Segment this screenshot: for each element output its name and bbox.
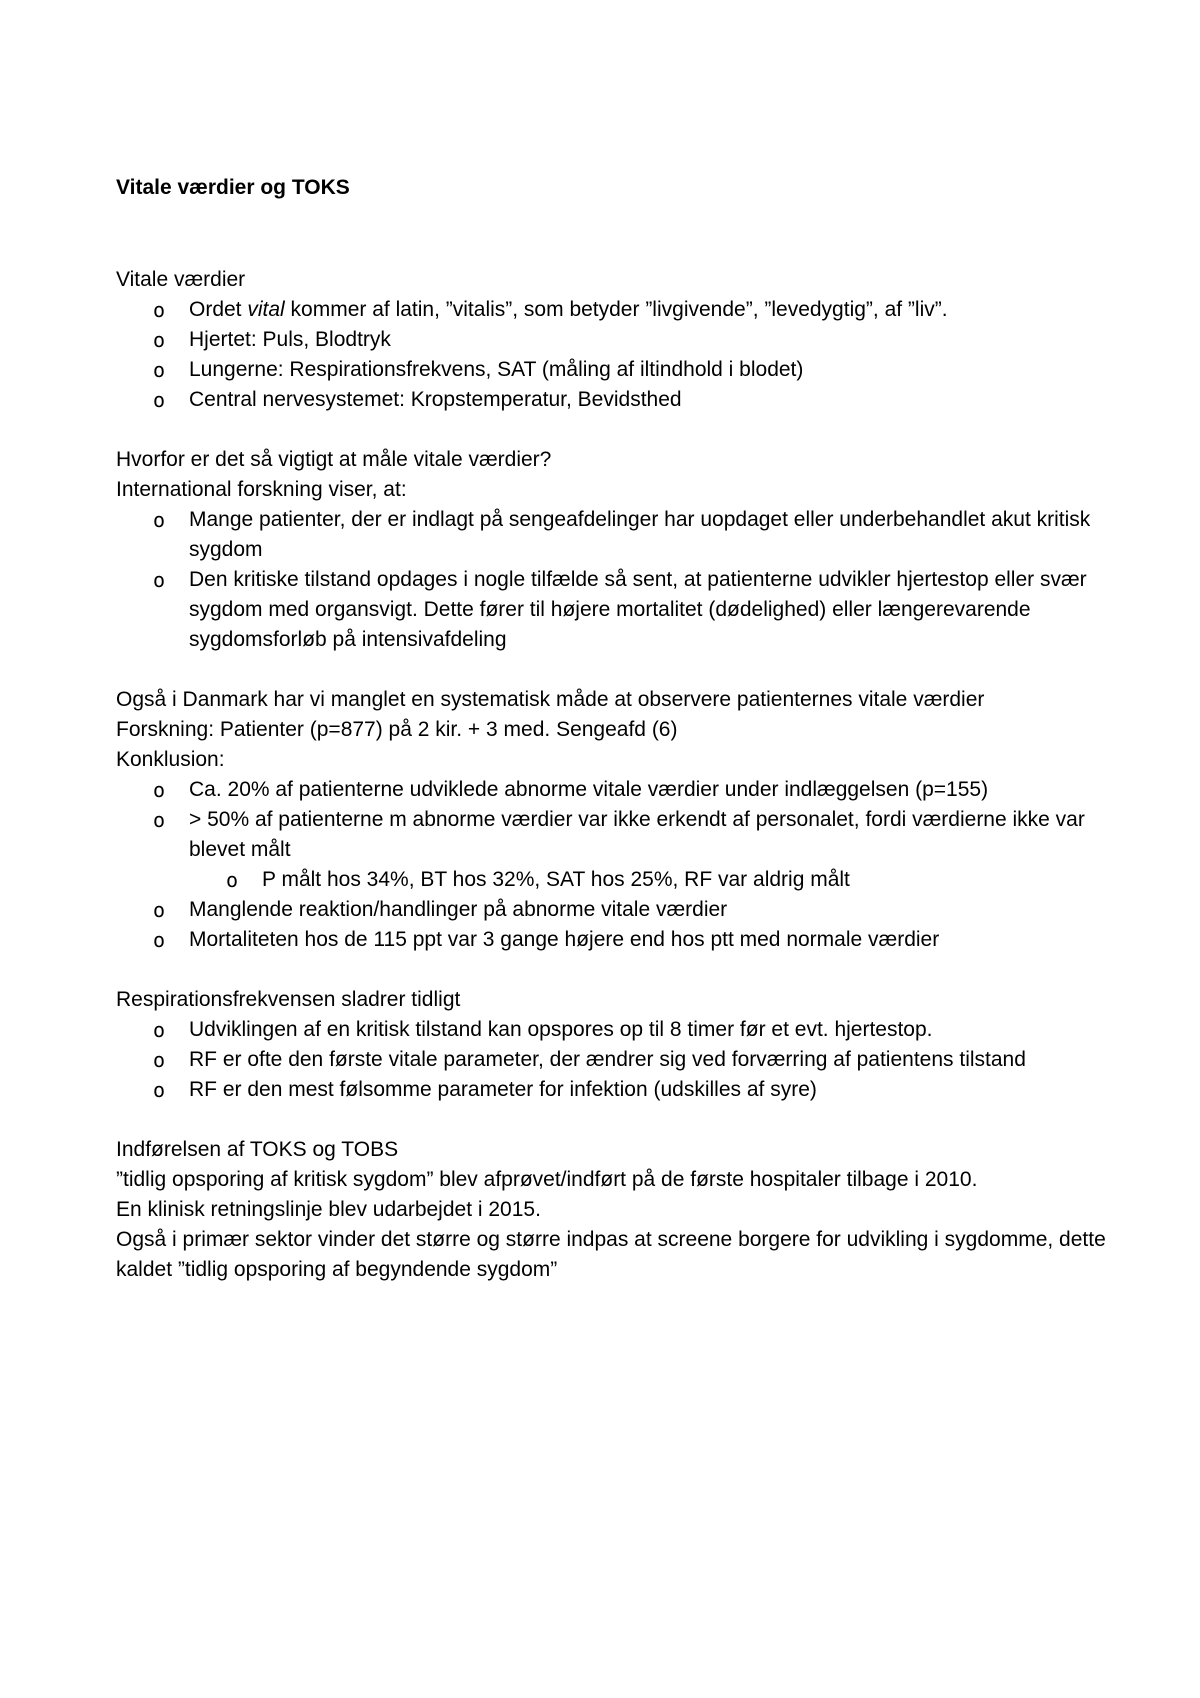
list-item-text-post: kommer af latin, ”vitalis”, som betyder ”livgivende”, ”levedygtig”, af ”liv”. [284,298,948,321]
paragraph-konklusion: Konklusion: [116,748,225,771]
spacer [116,955,1116,985]
sub-list-item: o P målt hos 34%, BT hos 32%, SAT hos 25%, RF var aldrig målt [116,865,1116,895]
paragraph-primaer-sektor: Også i primær sektor vinder det større og større indpas at screene borgere for udvikling i sygdomme, dette kaldet ”tidlig opsporing af begyndende sygdom” [116,1228,1106,1281]
paragraph-retningslinje: En klinisk retningslinje blev udarbejdet i 2015. [116,1198,541,1221]
paragraph-tidlig-opsporing: ”tidlig opsporing af kritisk sygdom” blev afprøvet/indført på de første hospitaler tilbage i 2010. [116,1168,978,1191]
list-item: o Central nervesystemet: Kropstemperatur, Bevidsthed [116,385,1116,415]
section-heading-toks-tobs: Indførelsen af TOKS og TOBS [116,1138,399,1161]
list-item-text-pre: Ordet [189,298,248,321]
spacer [116,655,1116,685]
list-item-italic-word: vital [247,298,285,321]
list-item: o Den kritiske tilstand opdages i nogle tilfælde så sent, at patienterne udvikler hjertestop eller svær sygdom med organsvigt. Dette fører til højere mortalitet (dødelighed) eller længerevarende sygdomsforløb på intensivafdeling [116,565,1116,655]
section-question: Hvorfor er det så vigtigt at måle vitale værdier? [116,448,552,471]
document-content [116,173,1116,1285]
konklusion-list-continued [116,895,1116,955]
section-lead: International forskning viser, at: [116,478,407,501]
vitale-vaerdier-list [116,295,1116,415]
list-item: o Mange patienter, der er indlagt på sengeafdelinger har uopdaget eller underbehandlet akut kritisk sygdom [116,505,1116,565]
section-heading-vitale-vaerdier: Vitale værdier [116,268,246,291]
list-item: o > 50% af patienterne m abnorme værdier var ikke erkendt af personalet, fordi værdierne ikke var blevet målt [116,805,1116,865]
list-item: o Manglende reaktion/handlinger på abnorme vitale værdier [116,895,1116,925]
document-title: Vitale værdier og TOKS [116,176,350,199]
spacer [116,1105,1116,1135]
list-item: o Mortaliteten hos de 115 ppt var 3 gange højere end hos ptt med normale værdier [116,925,1116,955]
forskning-list [116,505,1116,655]
list-item: o RF er ofte den første vitale parameter, der ændrer sig ved forværring af patientens tilstand [116,1045,1116,1075]
list-item: o RF er den mest følsomme parameter for infektion (udskilles af syre) [116,1075,1116,1105]
list-item: o Udviklingen af en kritisk tilstand kan opspores op til 8 timer før et evt. hjertestop. [116,1015,1116,1045]
konklusion-sublist [116,865,1116,895]
paragraph-forskning: Forskning: Patienter (p=877) på 2 kir. + 3 med. Sengeafd (6) [116,718,678,741]
section-heading-respirationsfrekvens: Respirationsfrekvensen sladrer tidligt [116,988,461,1011]
paragraph-danmark: Også i Danmark har vi manglet en systematisk måde at observere patienternes vitale værdier [116,688,985,711]
list-item: o Ca. 20% af patienterne udviklede abnorme vitale værdier under indlæggelsen (p=155) [116,775,1116,805]
konklusion-list [116,775,1116,865]
spacer [116,415,1116,445]
respirationsfrekvens-list [116,1015,1116,1105]
list-item: o Lungerne: Respirationsfrekvens, SAT (måling af iltindhold i blodet) [116,355,1116,385]
list-item [116,295,1116,325]
list-item: o Hjertet: Puls, Blodtryk [116,325,1116,355]
